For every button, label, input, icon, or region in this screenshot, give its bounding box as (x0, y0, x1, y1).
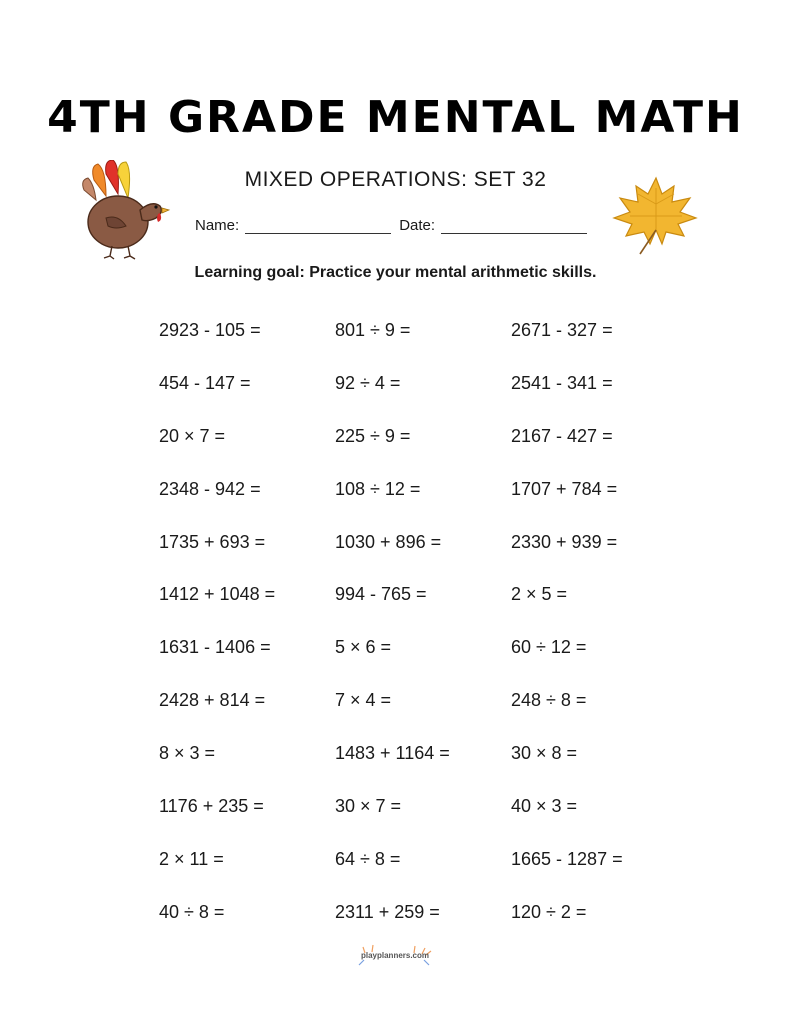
date-blank (441, 219, 587, 234)
problem-20: 5 × 6 = (335, 637, 392, 658)
problem-24: 248 ÷ 8 = (511, 690, 587, 711)
problem-35: 2311 + 259 = (335, 901, 440, 922)
problem-19: 1631 - 1406 = (159, 637, 271, 658)
footer-logo (345, 943, 445, 969)
problem-9: 2167 - 427 = (511, 425, 613, 446)
learning-goal: Learning goal: Practice your mental arithmetic skills. (194, 264, 597, 281)
problem-36: 120 ÷ 2 = (511, 901, 587, 922)
problem-6: 2541 - 341 = (511, 372, 613, 393)
problem-7: 20 × 7 = (159, 425, 226, 446)
problem-10: 2348 - 942 = (159, 478, 261, 499)
problem-12: 1707 + 784 = (511, 478, 618, 499)
footer-logo-text: playplanners.com (360, 951, 430, 960)
name-date-row (195, 217, 615, 234)
problem-8: 225 ÷ 9 = (335, 425, 411, 446)
problem-2: 801 ÷ 9 = (335, 320, 411, 340)
problem-26: 1483 + 1164 = (335, 743, 450, 764)
problem-11: 108 ÷ 12 = (335, 478, 421, 499)
problem-34: 40 ÷ 8 = (159, 901, 225, 922)
problem-1: 2923 - 105 = (159, 320, 261, 340)
problem-25: 8 × 3 = (159, 743, 216, 764)
problem-16: 1412 + 1048 = (159, 584, 276, 605)
name-blank (245, 219, 391, 234)
worksheet-subtitle: MIXED OPERATIONS: SET 32 (244, 168, 547, 191)
problem-3: 2671 - 327 = (511, 320, 613, 340)
problem-14: 1030 + 896 = (335, 531, 442, 552)
problem-21: 60 ÷ 12 = (511, 637, 587, 658)
problem-4: 454 - 147 = (159, 372, 251, 393)
name-label: Name: (195, 217, 240, 234)
problem-5: 92 ÷ 4 = (335, 372, 401, 393)
problem-33: 1665 - 1287 = (511, 848, 623, 869)
problem-23: 7 × 4 = (335, 690, 392, 711)
problem-15: 2330 + 939 = (511, 531, 618, 552)
problem-32: 64 ÷ 8 = (335, 848, 401, 869)
turkey-illustration (76, 160, 172, 260)
date-label: Date: (399, 217, 436, 234)
worksheet-title: 4TH GRADE MENTAL MATH (47, 92, 744, 143)
problem-29: 30 × 7 = (335, 796, 402, 817)
problem-22: 2428 + 814 = (159, 690, 266, 711)
maple-leaf-illustration (612, 174, 698, 256)
problem-31: 2 × 11 = (159, 848, 224, 869)
problem-18: 2 × 5 = (511, 584, 568, 605)
problem-28: 1176 + 235 = (159, 796, 264, 817)
problem-30: 40 × 3 = (511, 796, 578, 817)
problem-grid (159, 318, 679, 953)
problem-17: 994 - 765 = (335, 584, 427, 605)
problem-13: 1735 + 693 = (159, 531, 266, 552)
problem-27: 30 × 8 = (511, 743, 578, 764)
